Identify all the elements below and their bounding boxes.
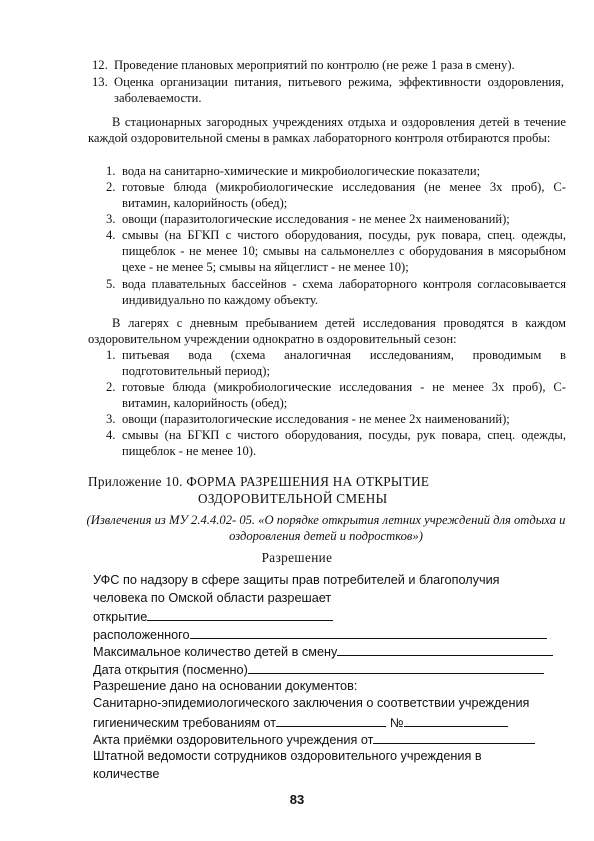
- item-number: 13.: [92, 75, 108, 89]
- permit-title: Разрешение: [261, 550, 333, 565]
- form-label-sanitary-date: гигиеническим требованиям от: [93, 715, 277, 730]
- item-text: смывы (на БГКП с чистого оборудования, посуды, рук повара, спец. одежды, пищеблок - не менее 10; смывы на сальмонеллез с оборудования в мясорыбном цехе - не менее 5; смывы на яйцеглист - не менее 10);: [122, 228, 566, 275]
- form-label-opening: открытие: [93, 610, 148, 625]
- form-text: человека по Омской области разрешает: [93, 590, 332, 605]
- opening-blank[interactable]: [147, 607, 333, 621]
- appendix-source: (Извлечения из МУ 2.4.4.02- 05. «О порядке открытия летних учреждений для отдыха и оздоровления детей и подростков»): [86, 513, 566, 544]
- form-line: [93, 590, 563, 608]
- item-number: 4.: [106, 228, 116, 242]
- list-item: [106, 427, 566, 459]
- form-text: количестве: [93, 766, 160, 781]
- appendix-title-line-1: Приложение 10. ФОРМА РАЗРЕШЕНИЯ НА ОТКРЫТИЕ: [88, 474, 430, 489]
- permit-form: [93, 572, 563, 783]
- form-label-max-children: Максимальное количество детей в смену: [93, 645, 338, 660]
- item-number: 3.: [106, 412, 116, 426]
- form-text: Штатной ведомости сотрудников оздоровительного учреждения в: [93, 748, 482, 763]
- form-label-open-date: Дата открытия (посменно): [93, 662, 248, 677]
- form-line: [93, 642, 563, 660]
- form-label-located: расположенного: [93, 627, 190, 642]
- item-number: 12.: [92, 58, 108, 72]
- located-blank[interactable]: [190, 625, 547, 639]
- appendix-heading: [88, 473, 568, 507]
- item-number: 5.: [106, 277, 116, 291]
- item-text: овощи (паразитологические исследования - не менее 2х наименований);: [122, 412, 510, 426]
- item-number: 2.: [106, 380, 116, 394]
- item-number: 1.: [106, 164, 116, 178]
- form-line: [93, 730, 563, 748]
- list-item: [106, 179, 566, 211]
- max-children-blank[interactable]: [337, 642, 553, 656]
- acceptance-date-blank[interactable]: [373, 730, 535, 744]
- item-text: питьевая вода (схема аналогичная исследованиям, проводимым в подготовительный период);: [122, 348, 566, 379]
- form-line: [93, 695, 563, 713]
- form-line: [93, 766, 563, 784]
- list-item: [92, 57, 564, 73]
- form-line: [93, 678, 563, 696]
- form-label-number: №: [390, 715, 404, 730]
- item-text: Оценка организации питания, питьевого режима, эффективности оздоровления, заболеваемости.: [114, 75, 564, 106]
- form-line: [93, 660, 563, 678]
- appendix-title-line-2: ОЗДОРОВИТЕЛЬНОЙ СМЕНЫ: [198, 491, 388, 506]
- sanitary-date-blank[interactable]: [276, 713, 386, 727]
- paragraph-day-camps: В лагерях с дневным пребыванием детей исследования проводятся в каждом оздоровительном учреждении однократно в оздоровительный сезон:: [88, 316, 566, 347]
- form-text: Санитарно-эпидемиологического заключения о соответствии учреждения: [93, 696, 530, 711]
- item-number: 1.: [106, 348, 116, 362]
- list-item: [106, 411, 566, 427]
- list-item: [92, 74, 564, 106]
- item-number: 4.: [106, 428, 116, 442]
- form-line: [93, 607, 563, 625]
- list-item: [106, 227, 566, 276]
- item-text: Проведение плановых мероприятий по контролю (не реже 1 раза в смену).: [114, 58, 515, 72]
- form-text: УФС по надзору в сфере защиты прав потребителей и благополучия: [93, 573, 500, 587]
- form-line: [93, 748, 563, 766]
- item-text: вода на санитарно-химические и микробиологические показатели;: [122, 164, 481, 178]
- list-item: [106, 379, 566, 411]
- item-number: 3.: [106, 212, 116, 226]
- paragraph-stationary: В стационарных загородных учреждениях отдыха и оздоровления детей в течение каждой оздоровительной смены в рамках лабораторного контроля отбираются пробы:: [88, 115, 566, 146]
- form-line: [93, 625, 563, 643]
- item-text: готовые блюда (микробиологические исследования - не менее 3х проб), С-витамин, калорийность (обед);: [122, 380, 566, 411]
- item-text: вода плавательных бассейнов - схема лабораторного контроля согласовывается индивидуально по каждому объекту.: [122, 277, 566, 308]
- page-number: 83: [289, 792, 305, 807]
- form-line: [93, 572, 563, 590]
- item-text: готовые блюда (микробиологические исследования (не менее 3х проб), С-витамин, калорийность (обед);: [122, 180, 566, 211]
- list-item: [106, 163, 566, 179]
- form-line: [93, 713, 563, 731]
- item-text: овощи (паразитологические исследования - не менее 2х наименований);: [122, 212, 510, 226]
- form-text: Разрешение дано на основании документов:: [93, 678, 358, 693]
- item-text: смывы (на БГКП с чистого оборудования, посуды, рук повара, спец. одежды, пищеблок - не менее 10).: [122, 428, 566, 459]
- sanitary-number-blank[interactable]: [404, 713, 508, 727]
- list-item: [106, 276, 566, 308]
- open-date-blank[interactable]: [248, 660, 544, 674]
- item-number: 2.: [106, 180, 116, 194]
- list-item: [106, 347, 566, 379]
- form-label-acceptance: Акта приёмки оздоровительного учреждения от: [93, 733, 374, 748]
- list-item: [106, 211, 566, 227]
